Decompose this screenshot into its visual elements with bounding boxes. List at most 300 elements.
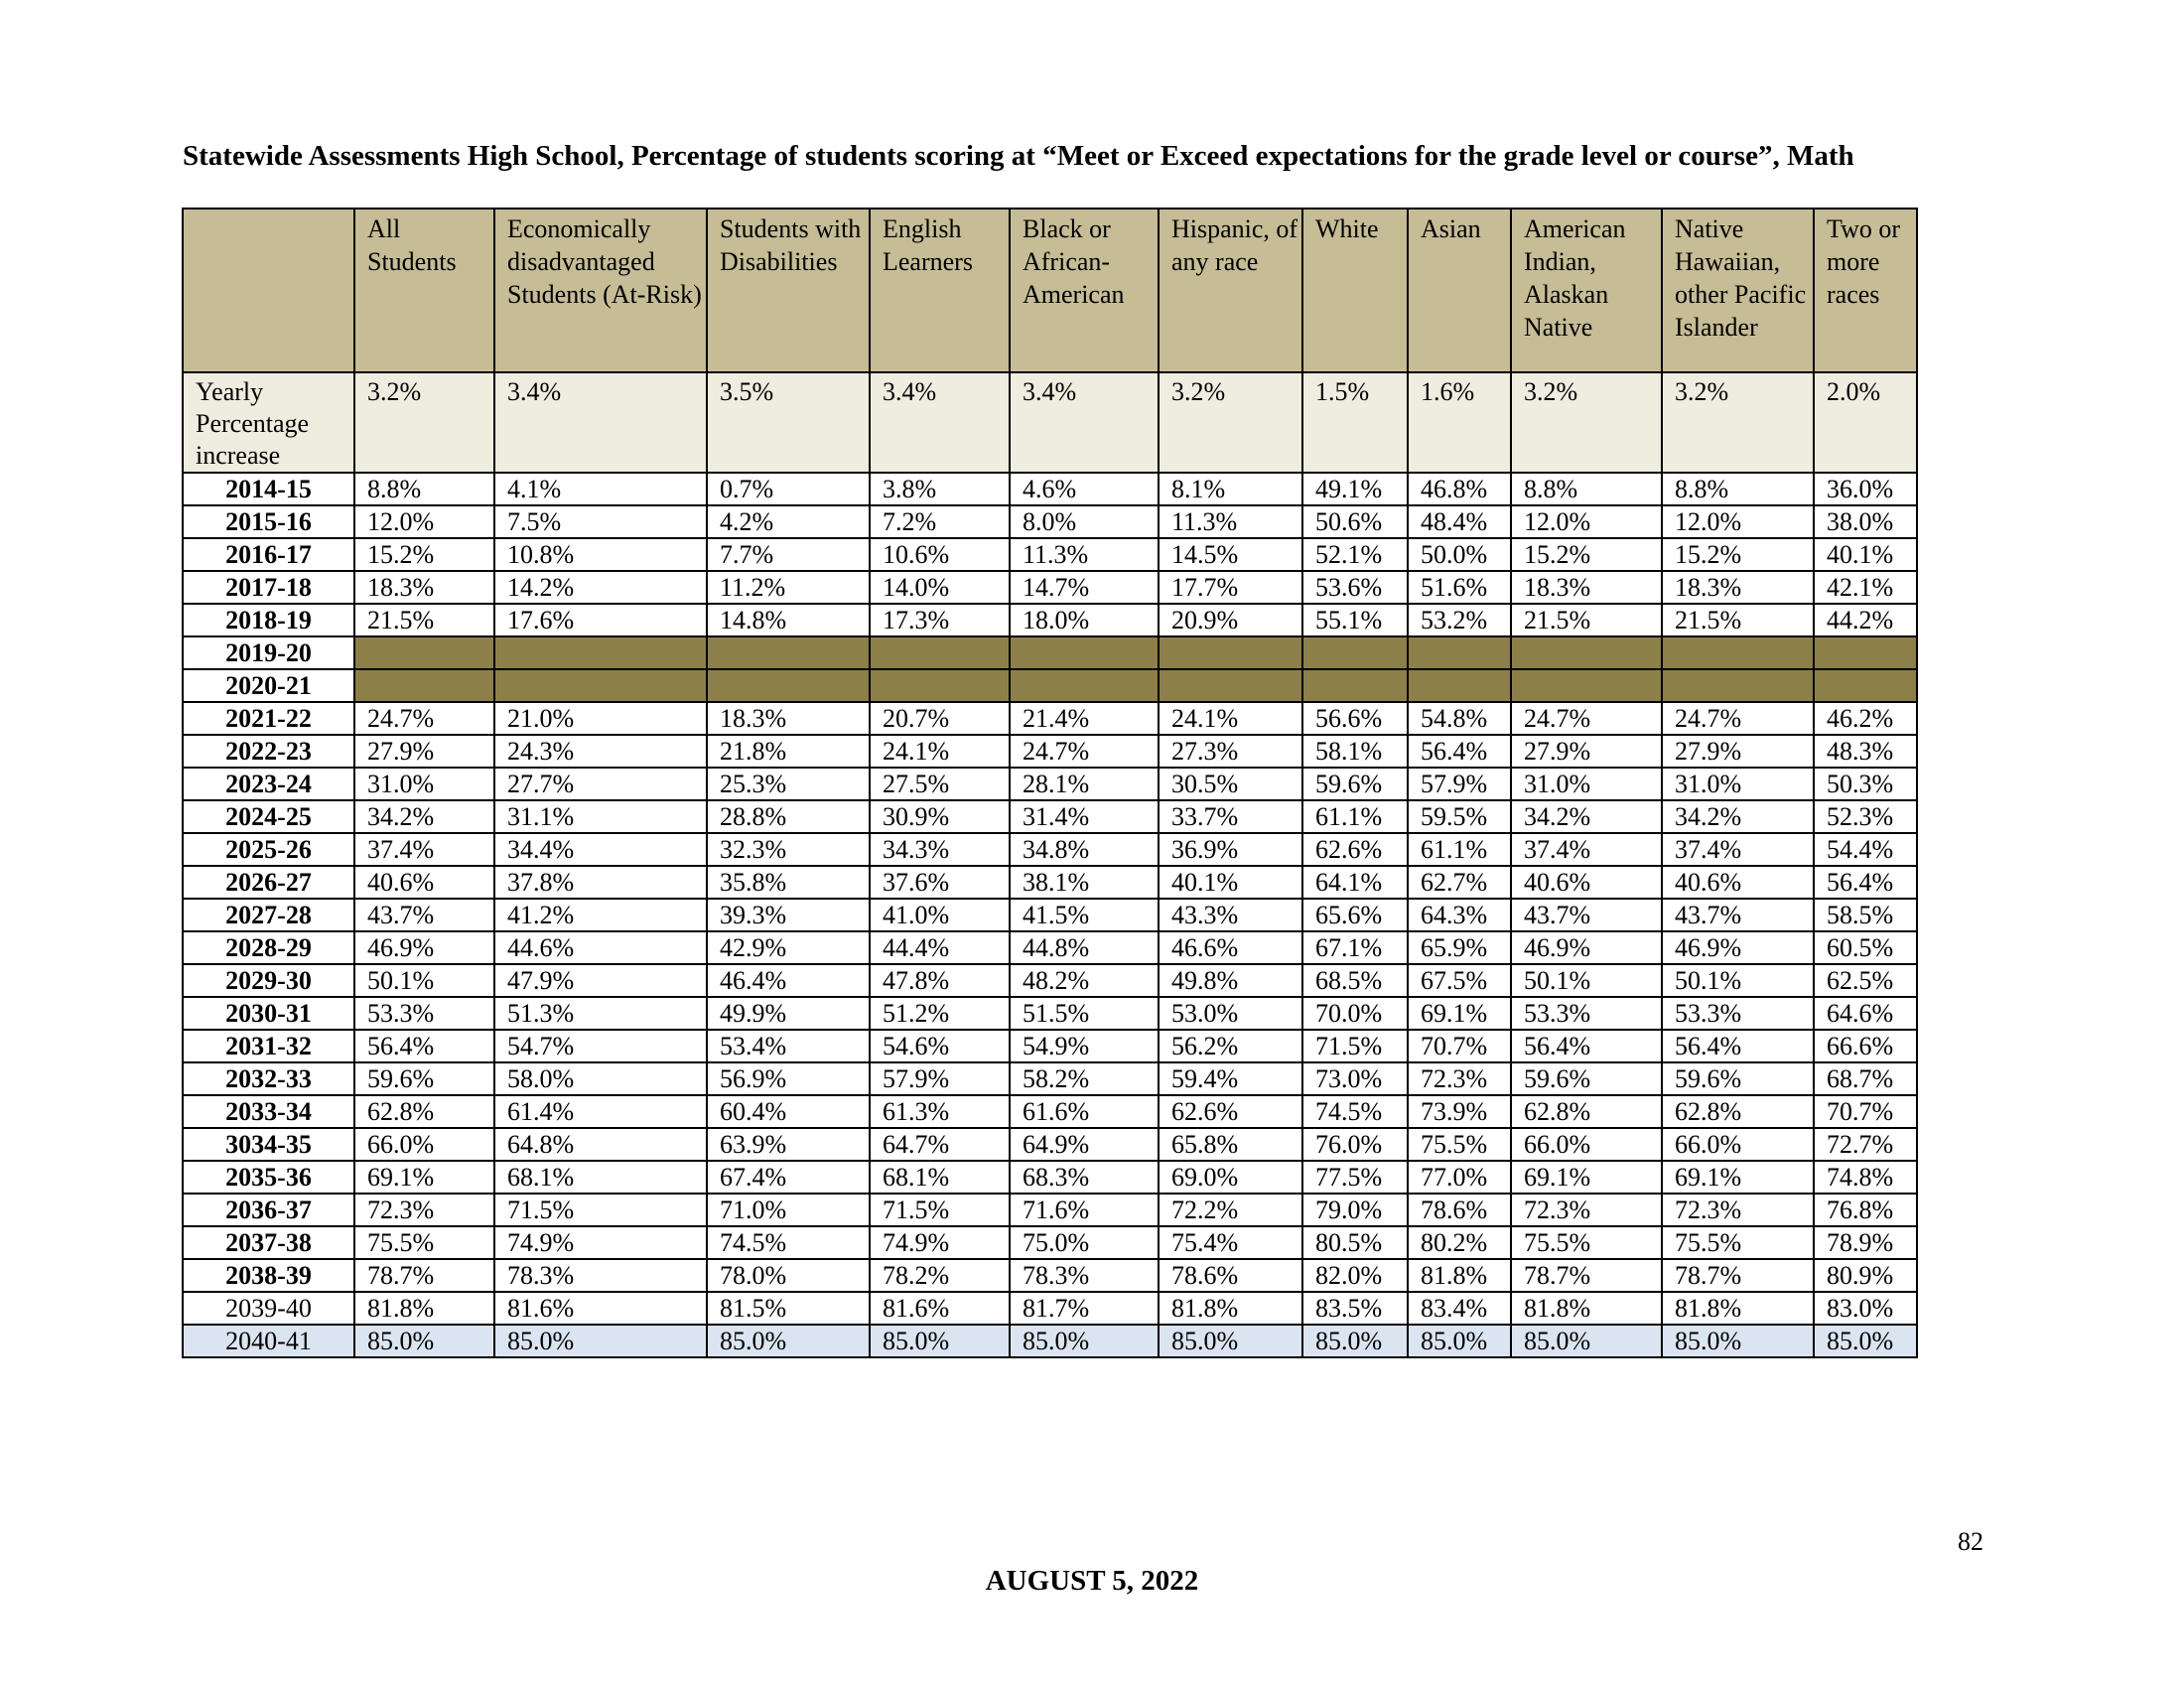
value-cell: 75.5% (1662, 1226, 1814, 1259)
value-cell: 55.1% (1302, 604, 1408, 636)
value-cell: 66.0% (1662, 1128, 1814, 1161)
year-label: 2031-32 (183, 1030, 354, 1062)
value-cell: 49.8% (1159, 964, 1302, 997)
value-cell: 72.7% (1814, 1128, 1917, 1161)
value-cell: 40.1% (1814, 538, 1917, 571)
value-cell: 54.4% (1814, 833, 1917, 866)
value-cell: 53.2% (1408, 604, 1511, 636)
value-cell: 46.9% (354, 931, 494, 964)
value-cell: 78.7% (1662, 1259, 1814, 1292)
value-cell: 63.9% (707, 1128, 870, 1161)
value-cell: 75.5% (354, 1226, 494, 1259)
column-header: Black or African-American (1010, 209, 1159, 372)
yearly-increase-cell: 3.2% (354, 372, 494, 473)
value-cell: 46.8% (1408, 473, 1511, 505)
table-row (183, 1325, 1917, 1357)
value-cell: 15.2% (1662, 538, 1814, 571)
year-label: 2019-20 (183, 636, 354, 669)
value-cell: 44.4% (870, 931, 1010, 964)
value-cell: 50.1% (1662, 964, 1814, 997)
value-cell: 35.8% (707, 866, 870, 899)
value-cell: 41.2% (494, 899, 707, 931)
yearly-increase-cell: 3.5% (707, 372, 870, 473)
value-cell: 20.9% (1159, 604, 1302, 636)
value-cell: 8.8% (1511, 473, 1662, 505)
empty-cell (1511, 636, 1662, 669)
value-cell: 81.8% (1408, 1259, 1511, 1292)
empty-cell (870, 669, 1010, 702)
value-cell: 78.7% (354, 1259, 494, 1292)
value-cell: 81.7% (1010, 1292, 1159, 1325)
table-row-no-data (183, 669, 1917, 702)
value-cell: 54.7% (494, 1030, 707, 1062)
table-row (183, 604, 1917, 636)
value-cell: 32.3% (707, 833, 870, 866)
value-cell: 69.1% (354, 1161, 494, 1194)
value-cell: 28.1% (1010, 768, 1159, 800)
value-cell: 27.9% (1511, 735, 1662, 768)
value-cell: 75.4% (1159, 1226, 1302, 1259)
value-cell: 53.0% (1159, 997, 1302, 1030)
empty-cell (1302, 669, 1408, 702)
year-label: 2032-33 (183, 1062, 354, 1095)
year-label: 2017-18 (183, 571, 354, 604)
value-cell: 30.5% (1159, 768, 1302, 800)
value-cell: 8.1% (1159, 473, 1302, 505)
value-cell: 81.8% (1662, 1292, 1814, 1325)
value-cell: 34.2% (1662, 800, 1814, 833)
table-row-no-data (183, 636, 1917, 669)
value-cell: 62.8% (1662, 1095, 1814, 1128)
yearly-increase-row (183, 372, 1917, 473)
empty-cell (1662, 669, 1814, 702)
value-cell: 43.7% (1662, 899, 1814, 931)
value-cell: 59.6% (354, 1062, 494, 1095)
value-cell: 69.1% (1511, 1161, 1662, 1194)
value-cell: 24.7% (1511, 702, 1662, 735)
value-cell: 75.5% (1408, 1128, 1511, 1161)
empty-cell (1010, 669, 1159, 702)
value-cell: 85.0% (1159, 1325, 1302, 1357)
column-header: Asian (1408, 209, 1511, 372)
empty-cell (1408, 669, 1511, 702)
column-header: Economically disadvantaged Students (At-Risk) (494, 209, 707, 372)
value-cell: 62.8% (1511, 1095, 1662, 1128)
value-cell: 43.7% (354, 899, 494, 931)
value-cell: 31.0% (1511, 768, 1662, 800)
empty-cell (1302, 636, 1408, 669)
page-number: 82 (1958, 1527, 1983, 1556)
value-cell: 72.2% (1159, 1194, 1302, 1226)
value-cell: 30.9% (870, 800, 1010, 833)
value-cell: 64.3% (1408, 899, 1511, 931)
value-cell: 24.1% (870, 735, 1010, 768)
value-cell: 72.3% (1511, 1194, 1662, 1226)
year-label: 2024-25 (183, 800, 354, 833)
value-cell: 76.0% (1302, 1128, 1408, 1161)
value-cell: 4.1% (494, 473, 707, 505)
year-label: 2015-16 (183, 505, 354, 538)
empty-cell (354, 636, 494, 669)
value-cell: 17.3% (870, 604, 1010, 636)
value-cell: 68.3% (1010, 1161, 1159, 1194)
value-cell: 62.6% (1159, 1095, 1302, 1128)
value-cell: 72.3% (354, 1194, 494, 1226)
table-row (183, 473, 1917, 505)
value-cell: 31.0% (354, 768, 494, 800)
value-cell: 36.0% (1814, 473, 1917, 505)
value-cell: 7.7% (707, 538, 870, 571)
yearly-increase-cell: 1.6% (1408, 372, 1511, 473)
value-cell: 58.5% (1814, 899, 1917, 931)
value-cell: 78.2% (870, 1259, 1010, 1292)
value-cell: 50.1% (354, 964, 494, 997)
year-label: 2023-24 (183, 768, 354, 800)
value-cell: 61.6% (1010, 1095, 1159, 1128)
value-cell: 78.3% (1010, 1259, 1159, 1292)
value-cell: 77.0% (1408, 1161, 1511, 1194)
value-cell: 62.5% (1814, 964, 1917, 997)
value-cell: 48.4% (1408, 505, 1511, 538)
value-cell: 49.1% (1302, 473, 1408, 505)
value-cell: 56.4% (1511, 1030, 1662, 1062)
value-cell: 80.9% (1814, 1259, 1917, 1292)
yearly-increase-cell: 3.2% (1159, 372, 1302, 473)
value-cell: 0.7% (707, 473, 870, 505)
value-cell: 74.8% (1814, 1161, 1917, 1194)
value-cell: 31.0% (1662, 768, 1814, 800)
value-cell: 11.3% (1159, 505, 1302, 538)
value-cell: 40.1% (1159, 866, 1302, 899)
value-cell: 74.9% (494, 1226, 707, 1259)
value-cell: 59.5% (1408, 800, 1511, 833)
table-row (183, 1292, 1917, 1325)
value-cell: 66.6% (1814, 1030, 1917, 1062)
value-cell: 64.9% (1010, 1128, 1159, 1161)
value-cell: 77.5% (1302, 1161, 1408, 1194)
column-header: White (1302, 209, 1408, 372)
value-cell: 14.5% (1159, 538, 1302, 571)
value-cell: 81.6% (494, 1292, 707, 1325)
value-cell: 68.5% (1302, 964, 1408, 997)
value-cell: 74.9% (870, 1226, 1010, 1259)
value-cell: 18.3% (1662, 571, 1814, 604)
value-cell: 85.0% (707, 1325, 870, 1357)
value-cell: 46.9% (1511, 931, 1662, 964)
value-cell: 31.1% (494, 800, 707, 833)
value-cell: 64.8% (494, 1128, 707, 1161)
value-cell: 37.8% (494, 866, 707, 899)
year-label: 2018-19 (183, 604, 354, 636)
table-row (183, 1128, 1917, 1161)
value-cell: 7.2% (870, 505, 1010, 538)
value-cell: 62.7% (1408, 866, 1511, 899)
value-cell: 50.1% (1511, 964, 1662, 997)
empty-cell (1662, 636, 1814, 669)
year-label: 2014-15 (183, 473, 354, 505)
value-cell: 17.7% (1159, 571, 1302, 604)
value-cell: 33.7% (1159, 800, 1302, 833)
value-cell: 61.1% (1408, 833, 1511, 866)
table-row (183, 735, 1917, 768)
value-cell: 59.6% (1511, 1062, 1662, 1095)
yearly-increase-cell: 3.4% (870, 372, 1010, 473)
value-cell: 46.4% (707, 964, 870, 997)
value-cell: 37.4% (1511, 833, 1662, 866)
value-cell: 3.8% (870, 473, 1010, 505)
value-cell: 62.8% (354, 1095, 494, 1128)
value-cell: 59.6% (1662, 1062, 1814, 1095)
column-header: Two or more races (1814, 209, 1917, 372)
value-cell: 64.6% (1814, 997, 1917, 1030)
value-cell: 76.8% (1814, 1194, 1917, 1226)
value-cell: 28.8% (707, 800, 870, 833)
value-cell: 53.6% (1302, 571, 1408, 604)
row-label: Yearly Percentage increase (183, 372, 354, 473)
table-header-row (183, 209, 1917, 372)
table-row (183, 899, 1917, 931)
value-cell: 58.1% (1302, 735, 1408, 768)
year-label: 2020-21 (183, 669, 354, 702)
value-cell: 53.3% (354, 997, 494, 1030)
value-cell: 27.5% (870, 768, 1010, 800)
value-cell: 53.4% (707, 1030, 870, 1062)
value-cell: 40.6% (354, 866, 494, 899)
empty-cell (354, 669, 494, 702)
value-cell: 56.4% (1814, 866, 1917, 899)
value-cell: 85.0% (1302, 1325, 1408, 1357)
value-cell: 72.3% (1408, 1062, 1511, 1095)
value-cell: 14.0% (870, 571, 1010, 604)
value-cell: 78.6% (1159, 1259, 1302, 1292)
value-cell: 51.5% (1010, 997, 1159, 1030)
value-cell: 27.7% (494, 768, 707, 800)
value-cell: 60.5% (1814, 931, 1917, 964)
value-cell: 59.4% (1159, 1062, 1302, 1095)
table-row (183, 702, 1917, 735)
yearly-increase-cell: 3.4% (494, 372, 707, 473)
value-cell: 43.3% (1159, 899, 1302, 931)
table-row (183, 964, 1917, 997)
value-cell: 56.4% (354, 1030, 494, 1062)
value-cell: 14.8% (707, 604, 870, 636)
empty-cell (1159, 669, 1302, 702)
value-cell: 65.8% (1159, 1128, 1302, 1161)
value-cell: 57.9% (1408, 768, 1511, 800)
value-cell: 67.4% (707, 1161, 870, 1194)
value-cell: 14.7% (1010, 571, 1159, 604)
table-row (183, 1030, 1917, 1062)
value-cell: 71.5% (494, 1194, 707, 1226)
value-cell: 52.3% (1814, 800, 1917, 833)
value-cell: 17.6% (494, 604, 707, 636)
value-cell: 34.2% (1511, 800, 1662, 833)
column-header: Native Hawaiian, other Pacific Islander (1662, 209, 1814, 372)
value-cell: 51.2% (870, 997, 1010, 1030)
empty-cell (1159, 636, 1302, 669)
math-assessment-table (182, 208, 1918, 1358)
value-cell: 34.2% (354, 800, 494, 833)
value-cell: 75.5% (1511, 1226, 1662, 1259)
value-cell: 46.6% (1159, 931, 1302, 964)
value-cell: 50.3% (1814, 768, 1917, 800)
table-row (183, 571, 1917, 604)
value-cell: 85.0% (494, 1325, 707, 1357)
value-cell: 81.8% (1159, 1292, 1302, 1325)
table-row (183, 1161, 1917, 1194)
value-cell: 51.3% (494, 997, 707, 1030)
yearly-increase-cell: 3.4% (1010, 372, 1159, 473)
page-title: Statewide Assessments High School, Percentage of students scoring at “Meet or Exceed expectations for the grade level or course”, Math (183, 140, 1854, 172)
value-cell: 71.6% (1010, 1194, 1159, 1226)
empty-cell (494, 669, 707, 702)
value-cell: 82.0% (1302, 1259, 1408, 1292)
year-label: 2027-28 (183, 899, 354, 931)
value-cell: 85.0% (1814, 1325, 1917, 1357)
year-label: 2037-38 (183, 1226, 354, 1259)
value-cell: 66.0% (354, 1128, 494, 1161)
value-cell: 71.5% (870, 1194, 1010, 1226)
value-cell: 85.0% (1408, 1325, 1511, 1357)
value-cell: 64.1% (1302, 866, 1408, 899)
value-cell: 54.9% (1010, 1030, 1159, 1062)
value-cell: 69.0% (1159, 1161, 1302, 1194)
value-cell: 31.4% (1010, 800, 1159, 833)
table-row (183, 1259, 1917, 1292)
value-cell: 24.3% (494, 735, 707, 768)
value-cell: 62.6% (1302, 833, 1408, 866)
yearly-increase-cell: 3.2% (1511, 372, 1662, 473)
value-cell: 27.3% (1159, 735, 1302, 768)
column-header: All Students (354, 209, 494, 372)
column-header: Students with Disabilities (707, 209, 870, 372)
empty-cell (707, 669, 870, 702)
value-cell: 42.9% (707, 931, 870, 964)
empty-cell (1408, 636, 1511, 669)
value-cell: 21.5% (1662, 604, 1814, 636)
value-cell: 72.3% (1662, 1194, 1814, 1226)
year-label: 2016-17 (183, 538, 354, 571)
value-cell: 38.1% (1010, 866, 1159, 899)
value-cell: 47.8% (870, 964, 1010, 997)
value-cell: 68.1% (870, 1161, 1010, 1194)
value-cell: 18.3% (354, 571, 494, 604)
value-cell: 14.2% (494, 571, 707, 604)
year-label: 3034-35 (183, 1128, 354, 1161)
value-cell: 49.9% (707, 997, 870, 1030)
value-cell: 83.0% (1814, 1292, 1917, 1325)
value-cell: 81.6% (870, 1292, 1010, 1325)
value-cell: 18.3% (707, 702, 870, 735)
value-cell: 58.2% (1010, 1062, 1159, 1095)
year-label: 2033-34 (183, 1095, 354, 1128)
value-cell: 11.3% (1010, 538, 1159, 571)
value-cell: 38.0% (1814, 505, 1917, 538)
value-cell: 40.6% (1511, 866, 1662, 899)
value-cell: 70.7% (1408, 1030, 1511, 1062)
table-row (183, 931, 1917, 964)
value-cell: 78.0% (707, 1259, 870, 1292)
value-cell: 12.0% (354, 505, 494, 538)
value-cell: 7.5% (494, 505, 707, 538)
value-cell: 85.0% (1662, 1325, 1814, 1357)
value-cell: 21.8% (707, 735, 870, 768)
value-cell: 79.0% (1302, 1194, 1408, 1226)
value-cell: 73.0% (1302, 1062, 1408, 1095)
year-label: 2036-37 (183, 1194, 354, 1226)
value-cell: 53.3% (1511, 997, 1662, 1030)
value-cell: 85.0% (1511, 1325, 1662, 1357)
table-row (183, 866, 1917, 899)
value-cell: 53.3% (1662, 997, 1814, 1030)
value-cell: 70.0% (1302, 997, 1408, 1030)
value-cell: 42.1% (1814, 571, 1917, 604)
value-cell: 4.6% (1010, 473, 1159, 505)
value-cell: 47.9% (494, 964, 707, 997)
value-cell: 65.6% (1302, 899, 1408, 931)
value-cell: 25.3% (707, 768, 870, 800)
footer-date: AUGUST 5, 2022 (985, 1565, 1199, 1597)
value-cell: 64.7% (870, 1128, 1010, 1161)
year-label: 2038-39 (183, 1259, 354, 1292)
value-cell: 80.5% (1302, 1226, 1408, 1259)
year-label: 2026-27 (183, 866, 354, 899)
value-cell: 58.0% (494, 1062, 707, 1095)
empty-cell (870, 636, 1010, 669)
value-cell: 8.8% (1662, 473, 1814, 505)
value-cell: 10.8% (494, 538, 707, 571)
yearly-increase-cell: 3.2% (1662, 372, 1814, 473)
value-cell: 56.4% (1408, 735, 1511, 768)
value-cell: 69.1% (1662, 1161, 1814, 1194)
value-cell: 43.7% (1511, 899, 1662, 931)
value-cell: 21.4% (1010, 702, 1159, 735)
value-cell: 61.4% (494, 1095, 707, 1128)
value-cell: 69.1% (1408, 997, 1511, 1030)
value-cell: 18.3% (1511, 571, 1662, 604)
table-row (183, 1194, 1917, 1226)
value-cell: 80.2% (1408, 1226, 1511, 1259)
year-label: 2025-26 (183, 833, 354, 866)
value-cell: 85.0% (354, 1325, 494, 1357)
value-cell: 48.2% (1010, 964, 1159, 997)
empty-cell (1814, 636, 1917, 669)
value-cell: 78.3% (494, 1259, 707, 1292)
empty-cell (494, 636, 707, 669)
year-label: 2035-36 (183, 1161, 354, 1194)
value-cell: 83.5% (1302, 1292, 1408, 1325)
empty-cell (1814, 669, 1917, 702)
value-cell: 75.0% (1010, 1226, 1159, 1259)
value-cell: 52.1% (1302, 538, 1408, 571)
value-cell: 46.2% (1814, 702, 1917, 735)
empty-cell (707, 636, 870, 669)
year-label: 2021-22 (183, 702, 354, 735)
column-header: American Indian, Alaskan Native (1511, 209, 1662, 372)
value-cell: 57.9% (870, 1062, 1010, 1095)
value-cell: 81.8% (1511, 1292, 1662, 1325)
table-row (183, 1226, 1917, 1259)
year-label: 2039-40 (183, 1292, 354, 1325)
year-label: 2028-29 (183, 931, 354, 964)
value-cell: 74.5% (1302, 1095, 1408, 1128)
column-header: English Learners (870, 209, 1010, 372)
year-label: 2040-41 (183, 1325, 354, 1357)
value-cell: 27.9% (354, 735, 494, 768)
table-row (183, 800, 1917, 833)
value-cell: 85.0% (870, 1325, 1010, 1357)
value-cell: 81.8% (354, 1292, 494, 1325)
